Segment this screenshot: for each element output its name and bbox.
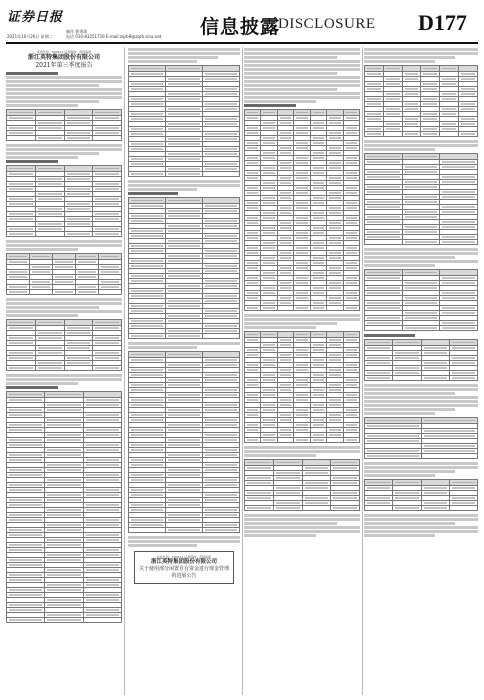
- table-cell: [402, 132, 421, 137]
- text-line: [6, 302, 122, 305]
- data-table: [364, 339, 478, 381]
- table-cell: [7, 232, 36, 237]
- text-line: [364, 52, 478, 55]
- subheading-text: [128, 192, 178, 195]
- text-line: [6, 244, 122, 247]
- table-cell: [93, 366, 122, 371]
- table-cell: [302, 506, 331, 511]
- text-line: [244, 64, 360, 67]
- text-line: [244, 60, 360, 63]
- notice-title: 2021年第三季度报告: [35, 62, 93, 69]
- table-cell: [277, 438, 293, 443]
- publication-date: 2021年10月26日 星期二: [7, 34, 53, 39]
- text-line: [6, 156, 78, 159]
- text-line: [128, 184, 240, 187]
- table-row: [365, 326, 478, 331]
- section-title-english: DISCLOSURE: [278, 16, 376, 32]
- text-line: [244, 326, 316, 329]
- text-line: [6, 100, 99, 103]
- table-cell: [440, 132, 459, 137]
- table-cell: [449, 506, 477, 511]
- table-cell: [7, 136, 36, 141]
- table-cell: [459, 132, 478, 137]
- text-line: [364, 530, 478, 533]
- data-table: [128, 351, 240, 533]
- table-cell: [245, 438, 261, 443]
- table-cell: [393, 506, 421, 511]
- data-table: [6, 319, 122, 371]
- table-row: [7, 232, 122, 237]
- table-cell: [45, 618, 83, 623]
- table-cell: [327, 306, 343, 311]
- text-line: [244, 48, 360, 51]
- text-line: [244, 514, 360, 517]
- text-line: [244, 314, 360, 317]
- table-cell: [440, 240, 478, 245]
- table-cell: [64, 136, 93, 141]
- table-cell: [310, 306, 326, 311]
- masthead-rule: [6, 42, 478, 44]
- table-row: [365, 132, 478, 137]
- subheading-text: [6, 72, 58, 75]
- table-cell: [383, 132, 402, 137]
- article-body: [128, 48, 240, 547]
- text-line: [244, 80, 360, 83]
- table-cell: [343, 438, 359, 443]
- text-line: [128, 536, 240, 539]
- table-cell: [245, 506, 274, 511]
- column-3: [244, 47, 360, 695]
- table-row: [365, 376, 478, 381]
- text-line: [128, 540, 240, 543]
- column-4: [364, 47, 478, 695]
- table-cell: [365, 506, 393, 511]
- text-line: [364, 260, 478, 263]
- contact-line: 电话 010-83251716 E-mail:zqrb9@zqrb.sina.net: [66, 34, 162, 39]
- table-cell: [393, 376, 421, 381]
- table-row: [7, 136, 122, 141]
- table-row: [7, 618, 122, 623]
- table-cell: [99, 290, 122, 295]
- data-table: [128, 197, 240, 339]
- text-line: [364, 140, 478, 143]
- table-cell: [64, 366, 93, 371]
- table-cell: [449, 376, 477, 381]
- editor-info: [66, 29, 161, 39]
- text-line: [364, 526, 478, 529]
- table-cell: [166, 334, 203, 339]
- table-cell: [7, 290, 30, 295]
- subheading-text: [6, 386, 58, 389]
- table-cell: [294, 438, 310, 443]
- text-line: [6, 382, 78, 385]
- table-cell: [421, 506, 449, 511]
- text-line: [364, 248, 478, 251]
- text-line: [364, 514, 478, 517]
- table-cell: [327, 438, 343, 443]
- text-line: [244, 446, 360, 449]
- table-cell: [129, 528, 166, 533]
- table-cell: [245, 306, 261, 311]
- text-line: [364, 252, 478, 255]
- table-row: [245, 306, 360, 311]
- text-line: [364, 384, 478, 387]
- text-line: [128, 544, 197, 547]
- table-cell: [30, 290, 53, 295]
- notice-box: [134, 551, 234, 584]
- data-table: [364, 153, 478, 245]
- table-cell: [421, 376, 449, 381]
- table-row: [129, 334, 240, 339]
- data-table: [244, 459, 360, 511]
- table-cell: [203, 334, 240, 339]
- subheading-text: [364, 334, 415, 337]
- text-line: [6, 374, 122, 377]
- text-line: [128, 342, 240, 345]
- text-line: [244, 518, 360, 521]
- table-cell: [343, 306, 359, 311]
- column-divider: [242, 47, 243, 695]
- text-line: [6, 310, 122, 313]
- table-cell: [166, 528, 203, 533]
- text-line: [244, 76, 360, 79]
- text-line: [6, 148, 122, 151]
- column-1: [6, 47, 122, 695]
- table-cell: [203, 172, 240, 177]
- text-line: [128, 60, 197, 63]
- data-table: [6, 165, 122, 237]
- data-table: [364, 269, 478, 331]
- table-cell: [331, 506, 360, 511]
- table-cell: [277, 306, 293, 311]
- text-line: [364, 48, 478, 51]
- text-line: [364, 56, 455, 59]
- text-line: [364, 148, 435, 151]
- table-cell: [421, 454, 478, 459]
- table-cell: [76, 290, 99, 295]
- text-line: [244, 322, 337, 325]
- table-cell: [166, 172, 203, 177]
- data-table: [128, 65, 240, 177]
- notice-company: 浙江英特集团股份有限公司: [27, 54, 100, 61]
- text-line: [364, 412, 435, 415]
- text-line: [244, 92, 360, 95]
- data-table: [364, 417, 478, 459]
- data-table: [6, 253, 122, 295]
- text-line: [6, 80, 122, 83]
- section-title: 信息披露: [200, 16, 281, 38]
- text-line: [244, 450, 360, 453]
- text-line: [364, 534, 435, 537]
- text-line: [6, 378, 122, 381]
- text-line: [6, 314, 78, 317]
- text-line: [364, 518, 478, 521]
- table-cell: [7, 366, 36, 371]
- table-cell: [35, 136, 64, 141]
- text-line: [128, 346, 197, 349]
- text-line: [6, 84, 99, 87]
- text-line: [244, 88, 337, 91]
- table-cell: [35, 366, 64, 371]
- text-line: [364, 400, 478, 403]
- table-row: [365, 454, 478, 459]
- table-cell: [310, 438, 326, 443]
- text-line: [364, 404, 478, 407]
- table-cell: [35, 232, 64, 237]
- text-line: [364, 466, 478, 469]
- text-line: [244, 454, 316, 457]
- text-line: [128, 48, 240, 51]
- text-line: [244, 84, 360, 87]
- notice-code: 证券代码：000411 证券简称：英特集团: [156, 555, 212, 559]
- text-line: [6, 152, 99, 155]
- text-line: [128, 56, 218, 59]
- text-line: [6, 76, 122, 79]
- text-line: [364, 408, 455, 411]
- table-cell: [365, 454, 422, 459]
- text-line: [6, 144, 122, 147]
- text-line: [244, 68, 360, 71]
- text-line: [6, 240, 122, 243]
- table-cell: [261, 438, 277, 443]
- table-cell: [402, 240, 440, 245]
- text-line: [364, 392, 455, 395]
- table-row: [365, 240, 478, 245]
- table-cell: [93, 136, 122, 141]
- table-row: [129, 172, 240, 177]
- text-line: [364, 522, 455, 525]
- table-cell: [365, 376, 393, 381]
- data-table: [244, 331, 360, 443]
- table-cell: [64, 232, 93, 237]
- text-line: [364, 388, 478, 391]
- table-row: [245, 506, 360, 511]
- notice-header: [6, 50, 122, 70]
- text-line: [244, 52, 360, 55]
- table-cell: [365, 326, 403, 331]
- text-line: [364, 256, 455, 259]
- text-line: [6, 88, 122, 91]
- newspaper-logo: 证券日报: [7, 10, 64, 25]
- table-cell: [402, 326, 440, 331]
- table-row: [365, 506, 478, 511]
- text-line: [244, 534, 316, 537]
- column-2: [128, 47, 240, 695]
- text-line: [6, 104, 78, 107]
- text-line: [128, 180, 240, 183]
- table-row: [7, 366, 122, 371]
- text-line: [244, 530, 360, 533]
- text-line: [6, 306, 99, 309]
- column-divider: [124, 47, 125, 695]
- text-line: [244, 96, 360, 99]
- article-body: [244, 48, 360, 537]
- table-cell: [203, 528, 240, 533]
- data-table: [364, 65, 478, 137]
- text-line: [244, 100, 316, 103]
- table-cell: [7, 618, 45, 623]
- table-cell: [294, 306, 310, 311]
- text-line: [244, 522, 337, 525]
- text-line: [244, 72, 337, 75]
- data-table: [6, 391, 122, 623]
- text-line: [244, 318, 360, 321]
- text-line: [364, 396, 478, 399]
- column-divider: [362, 47, 363, 695]
- table-cell: [129, 334, 166, 339]
- text-line: [6, 298, 122, 301]
- text-line: [364, 144, 478, 147]
- text-line: [6, 92, 122, 95]
- article-body: [364, 48, 478, 537]
- subheading-text: [6, 160, 58, 163]
- data-table: [364, 479, 478, 511]
- data-table: [244, 109, 360, 311]
- table-cell: [273, 506, 302, 511]
- text-line: [364, 264, 435, 267]
- notice-code: 证券代码：000411 证券简称：英特集团: [36, 50, 92, 54]
- subheading-text: [244, 104, 296, 107]
- table-cell: [261, 306, 277, 311]
- data-table: [6, 109, 122, 141]
- text-line: [364, 60, 435, 63]
- table-row: [129, 528, 240, 533]
- notice-title: 关于使用部分闲置自有资金进行现金管理的进展公告: [138, 566, 229, 579]
- table-cell: [83, 618, 121, 623]
- table-cell: [421, 132, 440, 137]
- text-line: [6, 248, 78, 251]
- table-cell: [129, 172, 166, 177]
- text-line: [128, 52, 240, 55]
- text-line: [244, 56, 337, 59]
- table-cell: [53, 290, 76, 295]
- page-number: D177: [418, 10, 467, 35]
- article-body: [6, 72, 122, 623]
- masthead: [0, 0, 484, 44]
- notice-company: 浙江英特集团股份有限公司: [150, 559, 217, 565]
- table-cell: [440, 326, 478, 331]
- text-line: [128, 188, 197, 191]
- text-line: [364, 462, 478, 465]
- editor-line: 制作 曹秉琛: [66, 29, 88, 34]
- table-cell: [365, 132, 384, 137]
- text-line: [364, 470, 455, 473]
- text-line: [244, 526, 360, 529]
- text-line: [6, 96, 122, 99]
- table-cell: [93, 232, 122, 237]
- table-cell: [365, 240, 403, 245]
- text-line: [364, 474, 435, 477]
- table-row: [245, 438, 360, 443]
- table-row: [7, 290, 122, 295]
